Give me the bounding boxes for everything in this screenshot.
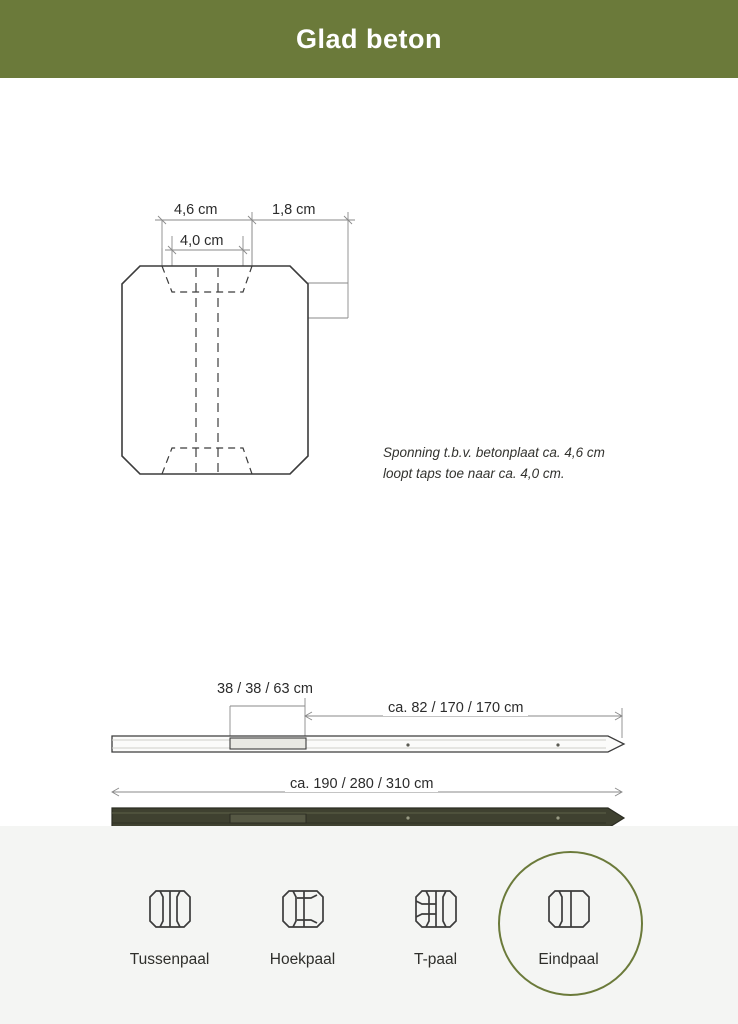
- post-outline: [122, 266, 308, 474]
- post-type-option-tussenpaal[interactable]: [103, 845, 236, 1005]
- post-type-option-t-paal[interactable]: [369, 845, 502, 1005]
- dim-label-side: 1,8 cm: [268, 202, 320, 218]
- post-type-option-hoekpaal[interactable]: [236, 845, 369, 1005]
- dim-label-total-length: ca. 190 / 280 / 310 cm: [285, 776, 438, 792]
- diagram-canvas: [0, 78, 738, 826]
- post-type-label: Eindpaal: [538, 951, 599, 968]
- post-tee-icon: [408, 881, 464, 937]
- post-end-icon: [541, 881, 597, 937]
- post-type-label: Hoekpaal: [269, 951, 336, 968]
- post-type-list: [0, 826, 738, 1024]
- post-cross-section-drawing: [100, 188, 380, 508]
- post-side-view-light: [112, 736, 624, 752]
- dim-label-inner: 4,0 cm: [176, 233, 228, 249]
- section-note: Sponning t.b.v. betonplaat ca. 4,6 cm loopt taps toe naar ca. 4,0 cm.: [383, 445, 605, 481]
- post-type-selector: [0, 826, 738, 1024]
- post-corner-icon: [275, 881, 331, 937]
- cross-section-svg: [100, 188, 380, 508]
- post-side-view-dark: [112, 808, 624, 828]
- dim-label-outer: 4,6 cm: [170, 202, 222, 218]
- post-type-label: T-paal: [413, 951, 458, 968]
- page-header: [0, 0, 738, 78]
- elevation-dim-groove: [230, 698, 305, 738]
- post-intermediate-icon: [142, 881, 198, 937]
- dim-label-top-length: ca. 82 / 170 / 170 cm: [383, 700, 528, 716]
- post-type-label: Tussenpaal: [129, 951, 210, 968]
- page-title: Glad beton: [296, 23, 442, 54]
- dim-label-groove: 38 / 38 / 63 cm: [212, 681, 318, 697]
- post-type-option-eindpaal[interactable]: [502, 845, 635, 1005]
